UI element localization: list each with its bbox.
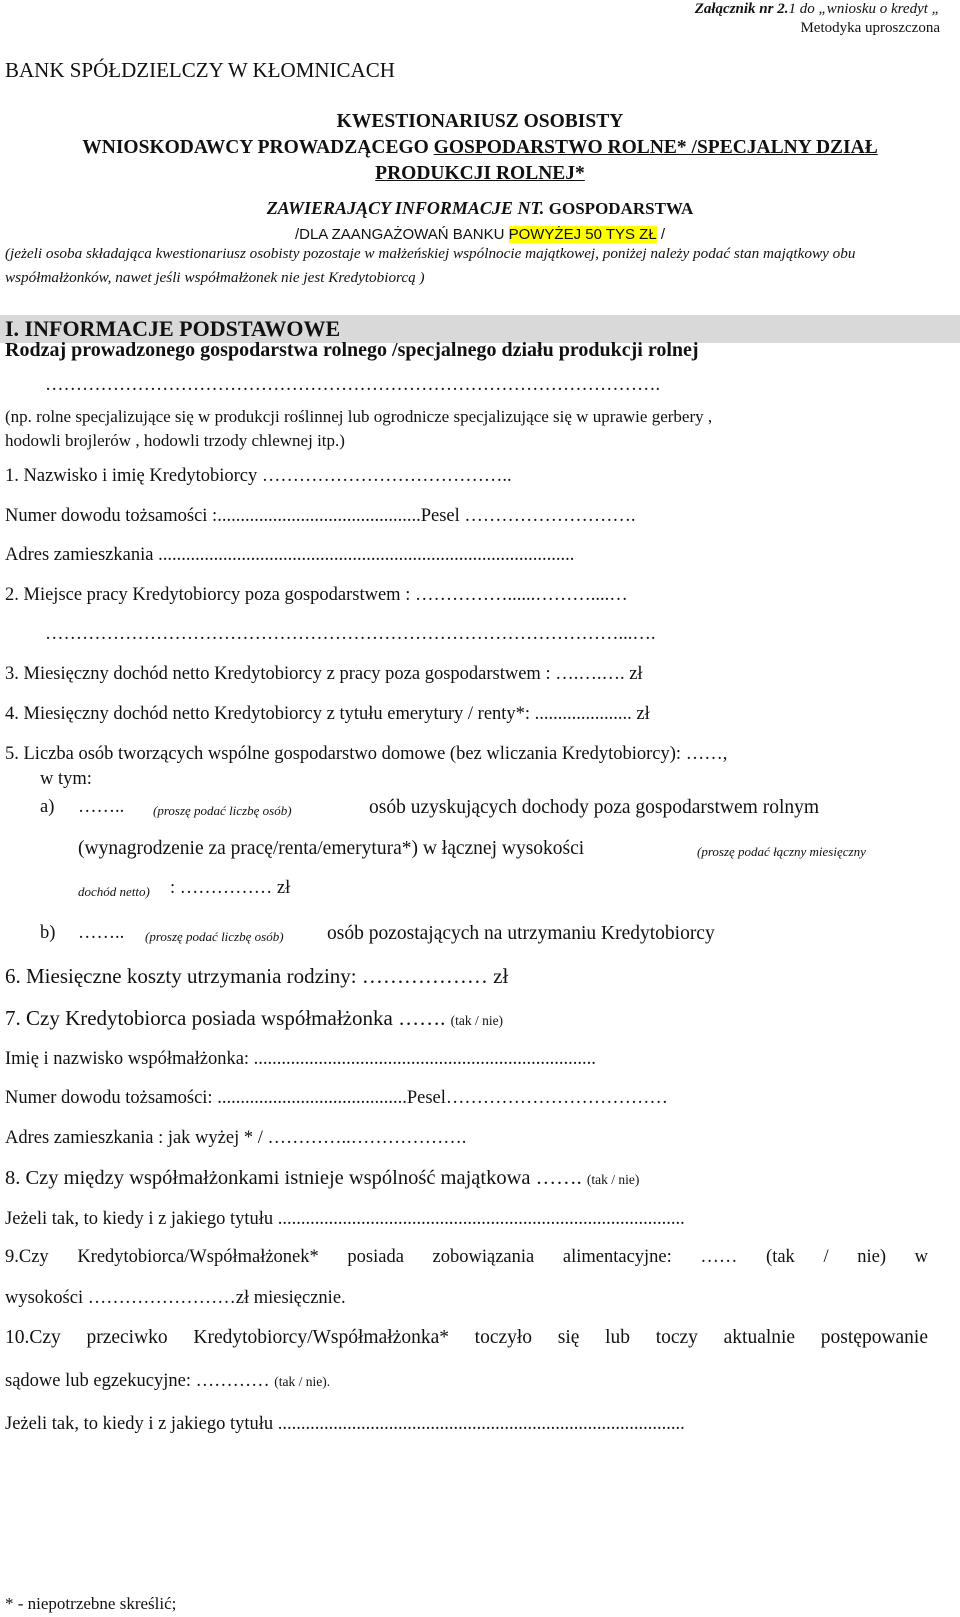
household-count-wtym: w tym: — [40, 769, 92, 789]
bank-name: BANK SPÓŁDZIELCZY W KŁOMNICACH — [5, 58, 395, 82]
court-answer-hint: (tak / nie). — [274, 1374, 331, 1389]
spouse-answer-hint: (tak / nie) — [450, 1013, 504, 1028]
item-a-text: osób uzyskujących dochody poza gospodarstwem rolnym — [369, 797, 820, 818]
alimony-amount-field[interactable]: wysokości ……………………zł miesięcznie. — [5, 1288, 346, 1308]
item-a-amount-field[interactable]: : …………… zł — [170, 878, 291, 898]
spouse-id-field[interactable]: Numer dowodu tożsamości: .........................................Pesel……………………………… — [5, 1088, 668, 1108]
spouse-address-field[interactable]: Adres zamieszkania : jak wyżej * / …………..………………. — [5, 1128, 467, 1148]
court-when-field[interactable]: Jeżeli tak, to kiedy i z jakiego tytułu ........................................................................................ — [5, 1414, 685, 1434]
title-line4: ZAWIERAJĄCY INFORMACJE NT. GOSPODARSTWA — [266, 198, 694, 218]
spouse-name-field[interactable]: Imię i nazwisko współmałżonka: .......................................................................... — [5, 1049, 596, 1069]
item-b-label: b) — [40, 923, 56, 943]
joint-property-when-field[interactable]: Jeżeli tak, to kiedy i z jakiego tytułu ........................................................................................ — [5, 1209, 685, 1229]
farm-type-field[interactable]: ………………………………………………………………………………………. — [45, 375, 661, 395]
title-line1: KWESTIONARIUSZ OSOBISTY — [336, 111, 624, 132]
method-label: Metodyka uproszczona — [800, 20, 940, 36]
item-a-hint3: dochód netto) — [78, 884, 150, 899]
joint-property-question: 8. Czy między współmałżonkami istnieje wspólność majątkowa ……. (tak / nie) — [5, 1167, 640, 1189]
income-work-field[interactable]: 3. Miesięczny dochód netto Kredytobiorcy z pracy poza gospodarstwem : ….….…. zł — [5, 664, 643, 684]
item-a-count-field[interactable]: …….. — [78, 797, 125, 817]
highlight-threshold: POWYŻEJ 50 TYS ZŁ — [508, 226, 657, 243]
spouse-note: (jeżeli osoba składająca kwestionariusz osobisty pozostaje w małżeńskiej wspólnocie majątkowej, poniżej należy podać stan majątkowy obu współmałżonków, nawet jeśli współmałżonek nie jest Kredytobiorcą ) — [5, 245, 856, 286]
workplace-field[interactable]: 2. Miejsce pracy Kredytobiorcy poza gospodarstwem : ……………......………....… — [5, 585, 628, 605]
footnote: * - niepotrzebne skreślić; — [5, 1594, 177, 1613]
attachment-header — [695, 0, 940, 18]
address-field[interactable]: Adres zamieszkania .......................................................................................... — [5, 545, 575, 565]
item-a-line2: (wynagrodzenie za pracę/renta/emerytura*) w łącznej wysokości — [78, 838, 585, 859]
borrower-name-field[interactable]: 1. Nazwisko i imię Kredytobiorcy ………………………………….. — [5, 466, 512, 486]
id-number-field[interactable]: Numer dowodu tożsamości :............................................Pesel ………………………. — [5, 506, 636, 526]
income-pension-field[interactable]: 4. Miesięczny dochód netto Kredytobiorcy z tytułu emerytury / renty*: ..................... zł — [5, 704, 650, 724]
household-count-field[interactable]: 5. Liczba osób tworzących wspólne gospodarstwo domowe (bez wliczania Kredytobiorcy): ……, — [5, 744, 728, 764]
farm-type-example-2: hodowli brojlerów , hodowli trzody chlewnej itp.) — [5, 431, 345, 450]
title-line2: WNIOSKODAWCY PROWADZĄCEGO GOSPODARSTWO ROLNE* /SPECJALNY DZIAŁ — [82, 137, 878, 158]
section-title: I. INFORMACJE PODSTAWOWE — [5, 316, 341, 341]
workplace-field-continued[interactable]: …………………………………………………………………………………...…. — [45, 624, 656, 644]
item-b-count-field[interactable]: …….. — [78, 923, 125, 943]
item-b-text: osób pozostających na utrzymaniu Kredytobiorcy — [327, 923, 715, 944]
family-costs-field[interactable]: 6. Miesięczne koszty utrzymania rodziny: ……………… zł — [5, 964, 509, 988]
title-line5: /DLA ZAANGAŻOWAŃ BANKU POWYŻEJ 50 TYS ZŁ / — [294, 226, 666, 243]
item-a-hint2: (proszę podać łączny miesięczny — [697, 844, 866, 859]
farm-type-label: Rodzaj prowadzonego gospodarstwa rolnego /specjalnego działu produkcji rolnej — [5, 339, 699, 361]
item-b-hint: (proszę podać liczbę osób) — [145, 929, 284, 944]
court-answer: sądowe lub egzekucyjne: ………… (tak / nie). — [5, 1371, 331, 1391]
farm-type-example-1: (np. rolne specjalizujące się w produkcji roślinnej lub ogrodnicze specjalizujące się w uprawie gerbery , — [5, 407, 713, 426]
item-a-label: a) — [40, 797, 55, 817]
item-a-hint: (proszę podać liczbę osób) — [153, 803, 292, 818]
spouse-question: 7. Czy Kredytobiorca posiada współmałżonka ……. (tak / nie) — [5, 1006, 504, 1030]
title-line3: PRODUKCJI ROLNEJ* — [375, 163, 585, 184]
alimony-question: 9.Czy Kredytobiorca/Współmałżonek* posiada zobowiązania alimentacyjne: …… (tak / nie) w — [5, 1247, 928, 1267]
attachment-number: Załącznik nr 2. — [694, 1, 789, 17]
attachment-ref: 1 do „wniosku o kredyt „ — [788, 1, 940, 17]
joint-property-hint: (tak / nie) — [586, 1172, 640, 1187]
court-question: 10.Czy przeciwko Kredytobiorcy/Współmałżonka* toczyło się lub toczy aktualnie postępowanie — [5, 1327, 928, 1348]
